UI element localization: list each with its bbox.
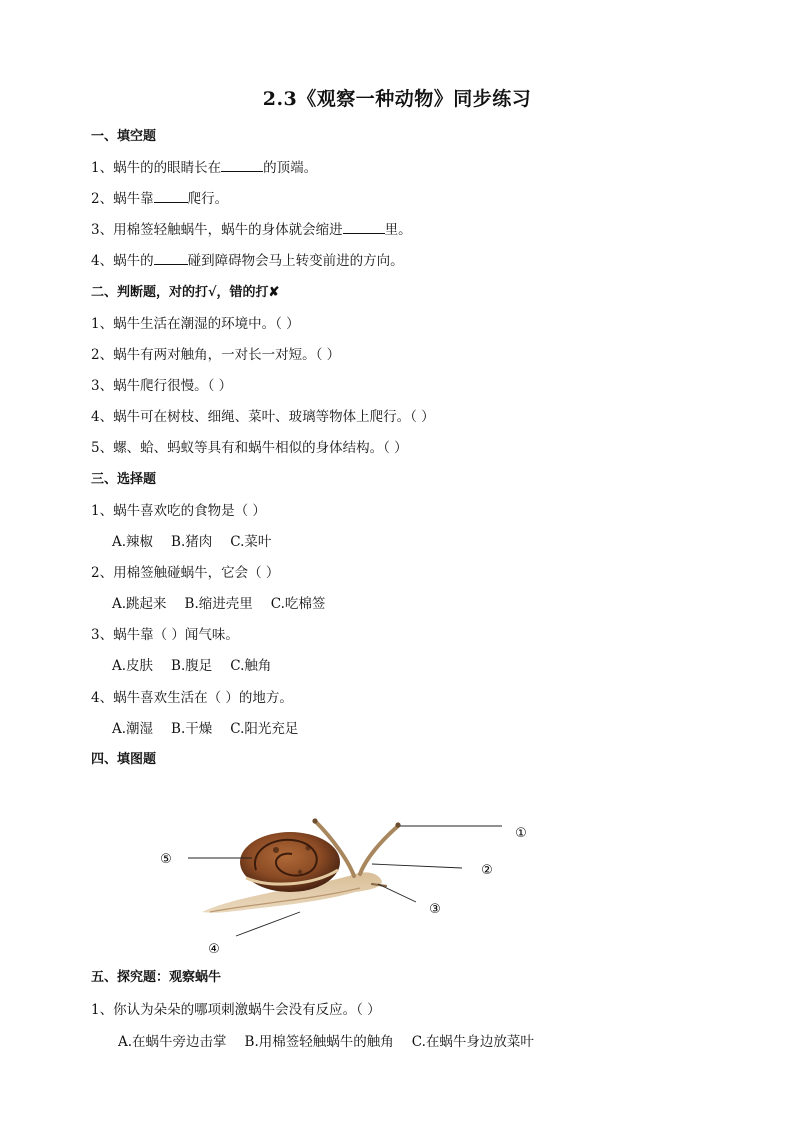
option: A.潮湿 bbox=[112, 721, 154, 737]
option: A.皮肤 bbox=[112, 658, 154, 674]
option: B.猪肉 bbox=[171, 534, 213, 550]
fill-question-1: 1、蜗牛的的眼睛长在 的顶端。 bbox=[91, 160, 318, 176]
choice-question: 3、蜗牛靠（ ）闻气味。 bbox=[91, 627, 239, 643]
answer-blank[interactable] bbox=[221, 158, 263, 172]
section-1-heading: 一、填空题 bbox=[91, 129, 157, 144]
answer-blank[interactable] bbox=[154, 189, 188, 203]
answer-blank[interactable] bbox=[343, 220, 385, 234]
answer-blank[interactable] bbox=[154, 251, 188, 265]
judge-question: 1、蜗牛生活在潮湿的环境中。（ ） bbox=[91, 316, 300, 332]
choice-options bbox=[112, 717, 316, 737]
option: C.在蜗牛身边放菜叶 bbox=[411, 1034, 534, 1050]
fill-question-3: 3、用棉签轻触蜗牛，蜗牛的身体就会缩进 里。 bbox=[91, 222, 412, 238]
snail-diagram bbox=[150, 808, 550, 958]
judge-question: 5、螺、蛤、蚂蚁等具有和蜗牛相似的身体结构。（ ） bbox=[91, 440, 408, 456]
label-1: ① bbox=[515, 826, 527, 841]
judge-question: 2、蜗牛有两对触角，一对长一对短。（ ） bbox=[91, 347, 341, 363]
page-title: 2.3《观察一种动物》同步练习 bbox=[262, 88, 532, 110]
option: B.缩进壳里 bbox=[184, 596, 253, 612]
option: C.菜叶 bbox=[230, 534, 272, 550]
choice-options bbox=[112, 530, 289, 550]
option: B.腹足 bbox=[171, 658, 213, 674]
option: C.阳光充足 bbox=[230, 721, 299, 737]
choice-question: 4、蜗牛喜欢生活在（ ）的地方。 bbox=[91, 690, 293, 706]
explore-options bbox=[118, 1030, 534, 1050]
option: C.触角 bbox=[230, 658, 272, 674]
leader-line-2 bbox=[372, 864, 462, 868]
option: A.跳起来 bbox=[112, 596, 167, 612]
label-3: ③ bbox=[429, 902, 441, 917]
explore-question-1: 1、你认为朵朵的哪项刺激蜗牛会没有反应。（ ） bbox=[91, 1002, 381, 1018]
choice-question: 2、用棉签触碰蜗牛，它会（ ） bbox=[91, 565, 280, 581]
choice-options bbox=[112, 654, 289, 674]
option: C.吃棉签 bbox=[270, 596, 326, 612]
section-4-heading: 四、填图题 bbox=[91, 752, 157, 767]
label-5: ⑤ bbox=[160, 852, 172, 867]
fill-question-4: 4、蜗牛的 碰到障碍物会马上转变前进的方向。 bbox=[91, 253, 404, 269]
option: B.用棉签轻触蜗牛的触角 bbox=[244, 1034, 394, 1050]
label-2: ② bbox=[481, 863, 493, 878]
choice-options bbox=[112, 592, 343, 612]
leader-line-4 bbox=[236, 912, 300, 936]
section-2-heading: 二、判断题，对的打√，错的打✘ bbox=[91, 285, 280, 300]
choice-question: 1、蜗牛喜欢吃的食物是（ ） bbox=[91, 503, 266, 519]
label-4: ④ bbox=[208, 942, 220, 957]
snail-picture bbox=[202, 818, 401, 912]
judge-question: 4、蜗牛可在树枝、细绳、菜叶、玻璃等物体上爬行。（ ） bbox=[91, 409, 435, 425]
section-3-heading: 三、选择题 bbox=[91, 472, 157, 487]
judge-question: 3、蜗牛爬行很慢。（ ） bbox=[91, 378, 233, 394]
leader-line-3 bbox=[378, 884, 416, 902]
option: B.干燥 bbox=[171, 721, 213, 737]
fill-question-2: 2、蜗牛靠 爬行。 bbox=[91, 191, 229, 207]
option: A.在蜗牛旁边击掌 bbox=[118, 1034, 227, 1050]
section-5-heading: 五、探究题：观察蜗牛 bbox=[91, 970, 222, 985]
option: A.辣椒 bbox=[112, 534, 154, 550]
